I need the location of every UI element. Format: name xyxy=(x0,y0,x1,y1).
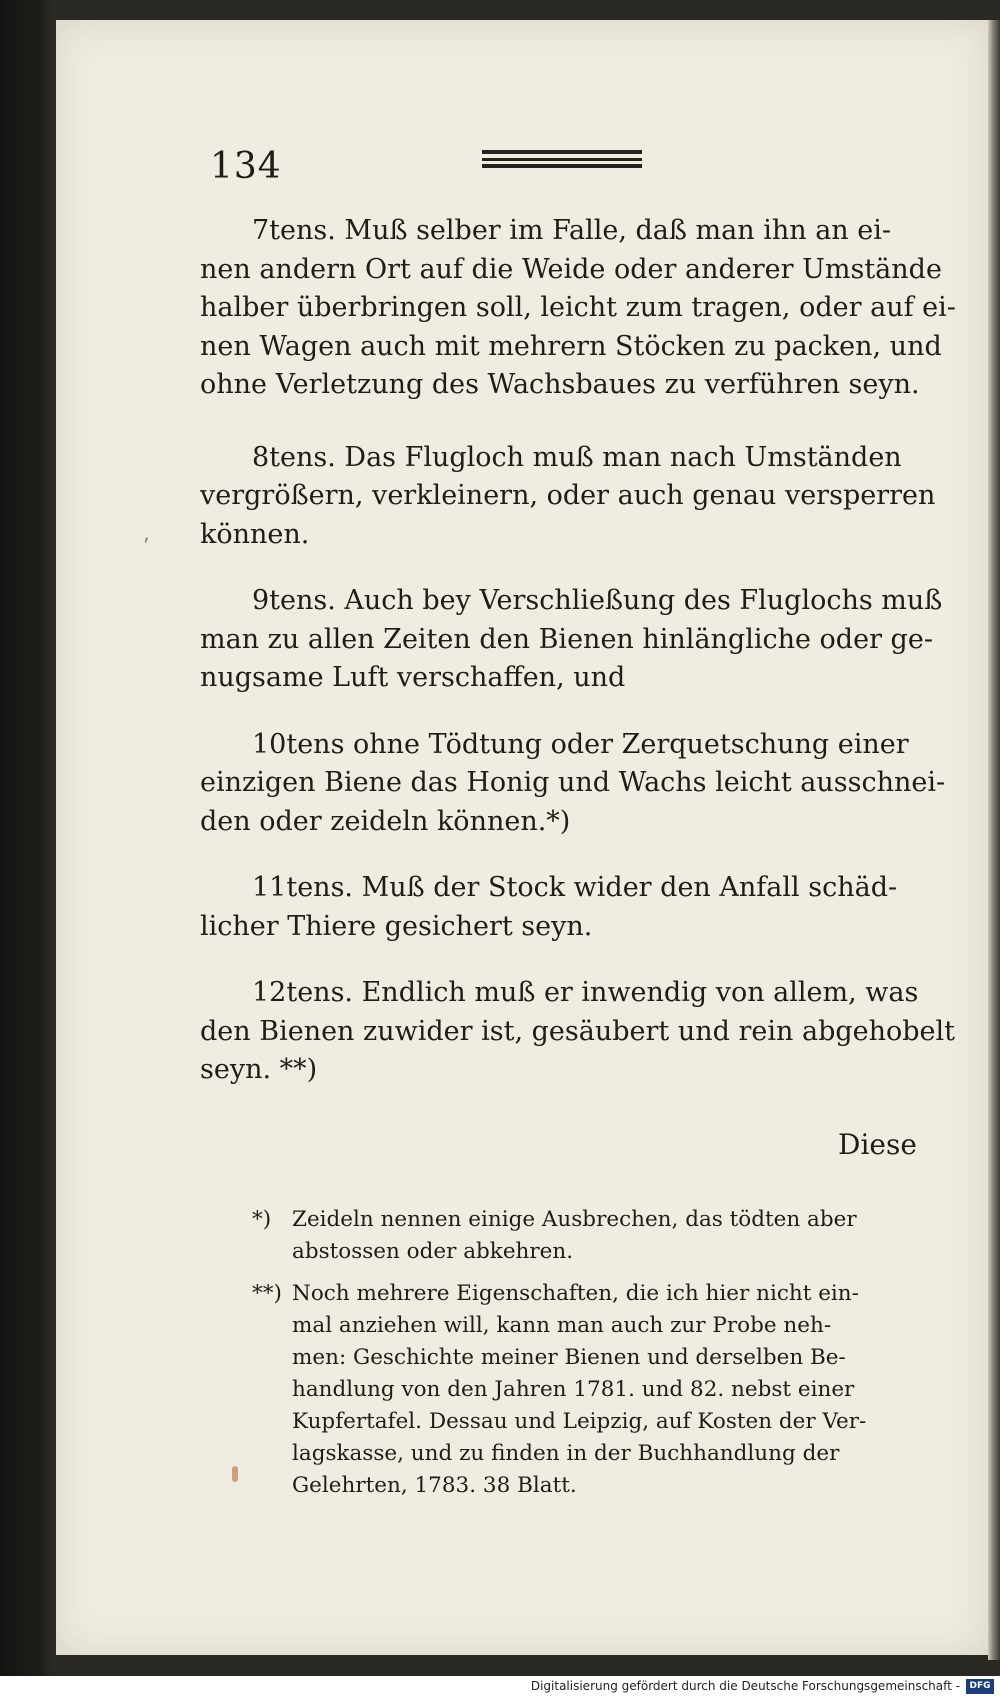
paragraph-9 xyxy=(200,582,943,698)
main-text xyxy=(200,212,956,1090)
text-line: abstossen oder abkehren. xyxy=(292,1239,574,1264)
footnote-marker: *) xyxy=(252,1207,272,1232)
header-rule-middle xyxy=(482,158,642,161)
header-rule-bottom xyxy=(482,164,642,168)
catchword: Diese xyxy=(838,1128,917,1161)
text-line: Noch mehrere Eigenschaften, die ich hier nicht ein- xyxy=(292,1281,859,1306)
text-line: licher Thiere gesichert seyn. xyxy=(200,910,593,942)
page-edge xyxy=(988,20,1000,1660)
text-line: können. xyxy=(200,518,310,550)
text-line: Zeideln nennen einige Ausbrechen, das tödten aber xyxy=(292,1207,857,1232)
text-line: 7tens. Muß selber im Falle, daß man ihn an ei- xyxy=(252,215,891,246)
text-line: lagskasse, und zu finden in der Buchhandlung der xyxy=(292,1441,840,1466)
text-line: Kupfertafel. Dessau und Leipzig, auf Kosten der Ver- xyxy=(292,1409,867,1434)
text-line: den Bienen zuwider ist, gesäubert und rein abgehobelt xyxy=(200,1015,956,1047)
text-line: vergrößern, verkleinern, oder auch genau versperren xyxy=(200,480,936,511)
footnote-2 xyxy=(252,1278,928,1502)
ink-speck xyxy=(232,1466,238,1482)
text-line: handlung von den Jahren 1781. und 82. nebst einer xyxy=(292,1377,855,1402)
text-line: mal anziehen will, kann man auch zur Probe neh- xyxy=(292,1313,832,1338)
text-line: 9tens. Auch bey Verschließung des Fluglochs muß xyxy=(252,585,943,616)
text-line: men: Geschichte meiner Bienen und derselben Be- xyxy=(292,1345,846,1370)
text-line: einzigen Biene das Honig und Wachs leicht ausschnei- xyxy=(200,767,946,798)
text-line: nen Wagen auch mit mehrern Stöcken zu packen, und xyxy=(200,330,942,362)
header-rule xyxy=(482,150,642,170)
text-line: 12tens. Endlich muß er inwendig von allem, was xyxy=(252,977,919,1008)
text-line: 11tens. Muß der Stock wider den Anfall schäd- xyxy=(252,872,898,903)
text-line: halber überbringen soll, leicht zum tragen, oder auf ei- xyxy=(200,292,956,323)
text-line: man zu allen Zeiten den Bienen hinlängliche oder ge- xyxy=(200,623,933,655)
text-line: 10tens ohne Tödtung oder Zerquetschung einer xyxy=(252,728,909,760)
credit-text: Digitalisierung gefördert durch die Deutsche Forschungsgemeinschaft - xyxy=(530,1679,960,1693)
text-line: den oder zeideln können.*) xyxy=(200,805,571,837)
text-line: Gelehrten, 1783. 38 Blatt. xyxy=(292,1473,577,1498)
text-line: ohne Verletzung des Wachsbaues zu verführen seyn. xyxy=(200,369,920,400)
footnote-marker: **) xyxy=(252,1281,282,1306)
ink-mark: ⸴ xyxy=(144,524,150,548)
text-line: nen andern Ort auf die Weide oder anderer Umstände xyxy=(200,253,942,285)
text-line: seyn. **) xyxy=(200,1054,318,1085)
text-line: 8tens. Das Flugloch muß man nach Umständen xyxy=(252,441,902,473)
dfg-logo-icon: DFG xyxy=(966,1679,994,1694)
paragraph-10 xyxy=(200,726,946,842)
text-line: nugsame Luft verschaffen, und xyxy=(200,662,626,693)
paragraph-8 xyxy=(200,439,936,555)
paragraph-7 xyxy=(200,212,956,405)
page-number: 134 xyxy=(210,146,282,187)
footnotes xyxy=(252,1204,928,1512)
paragraph-12 xyxy=(200,974,956,1090)
paragraph-11 xyxy=(200,869,928,946)
digitization-credit xyxy=(0,1676,1000,1698)
header-rule-top xyxy=(482,150,642,154)
footnote-1 xyxy=(252,1204,928,1268)
